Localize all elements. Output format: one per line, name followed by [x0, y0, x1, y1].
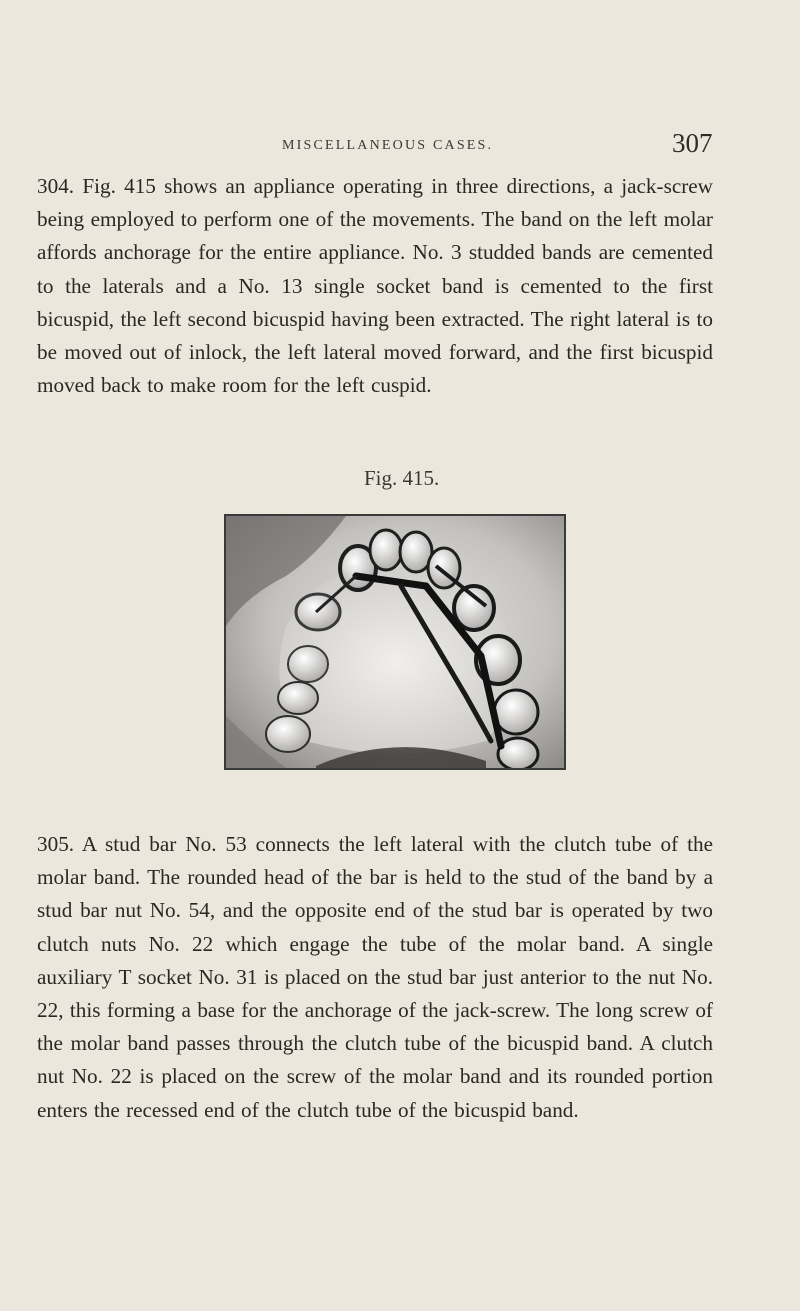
paragraph-text: Fig. 415 shows an appliance operating in three directions, a jack-screw being employed to perform one of the movements. The band on the left molar affords anchorage for the entire appliance. No. 3 studded bands are cemented to the laterals and a No. 13 single socket band is cemented to the first bicuspid, the left second bicuspid having been extracted. The right lateral is to be moved out of inlock, the left lateral moved forward, and the first bicuspid moved back to make room for the left cuspid.: [37, 174, 713, 398]
paragraph-305: [37, 828, 713, 1127]
figure-caption: Fig. 415.: [364, 466, 440, 490]
dental-cast-illustration: [226, 516, 564, 768]
paragraph-text: A stud bar No. 53 connects the left lateral with the clutch tube of the molar band. The rounded head of the bar is held to the stud of the band by a stud bar nut No. 54, and the opposite end of the stud bar is operated by two clutch nuts No. 22 which engage the tube of the molar band. A single auxiliary T socket No. 31 is placed on the stud bar just anterior to the nut No. 22, this forming a base for the anchorage of the jack-screw. The long screw of the molar band passes through the clutch tube of the bicuspid band. A clutch nut No. 22 is placed on the screw of the molar band and its rounded portion enters the recessed end of the clutch tube of the bicuspid band.: [37, 832, 713, 1122]
dental-appliance-photo: [224, 514, 566, 770]
paragraph-number: 305.: [37, 832, 75, 856]
paragraph-number: 304.: [37, 174, 75, 198]
paragraph-304: [37, 170, 713, 402]
running-head: MISCELLANEOUS CASES.: [282, 138, 494, 153]
page-number: 307: [672, 128, 713, 158]
